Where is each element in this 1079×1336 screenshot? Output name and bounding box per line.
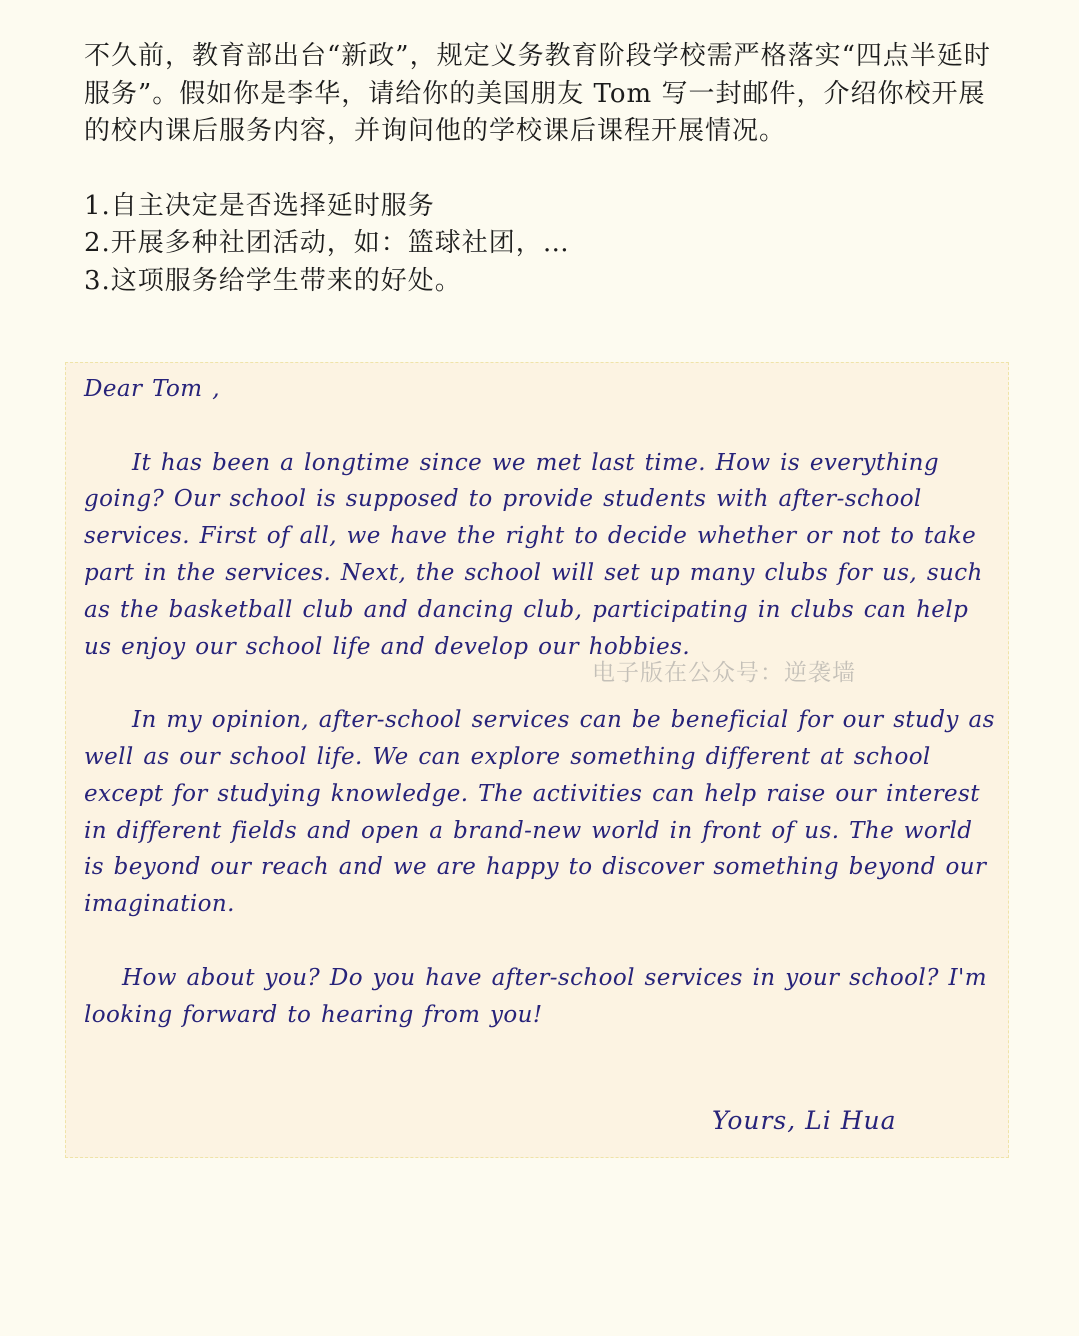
letter-closing-paragraph: How about you? Do you have after-school services in your school? I'm looking forward to hearing from you! <box>84 964 987 1028</box>
letter-paragraph-2: In my opinion, after-school services can be beneficial for our study as well as our school life. We can explore something different at school except for studying knowledge. The activities can help raise our interest in different fields and open a brand-new world in front of us. The world is beyond our reach and we are happy to discover something beyond our imagination. <box>84 707 995 918</box>
prompt-paragraph: 不久前，教育部出台“新政”，规定义务教育阶段学校需严格落实“四点半延时服务”。假如你是李华，请给你的美国朋友 Tom 写一封邮件，介绍你校开展的校内课后服务内容，并询问他的学校课后课程开展情况。 <box>84 41 991 146</box>
letter-paragraph-1: It has been a longtime since we met last time. How is everything going? Our school is supposed to provide students with after-school services. First of all, we have the right to decide whether or not to take part in the services. Next, the school will set up many clubs for us, such as the basketball club and dancing club, participating in clubs can help us enjoy our school life and develop our hobbies. <box>84 449 983 660</box>
watermark-text: 电子版在公众号：逆袭墙 <box>592 660 856 686</box>
prompt-point-3: 3.这项服务给学生带来的好处。 <box>84 265 462 296</box>
essay-prompt <box>84 38 994 300</box>
prompt-point-2: 2.开展多种社团活动，如：篮球社团，… <box>84 228 570 258</box>
letter-signature: Yours, Li Hua <box>712 1106 897 1135</box>
letter-text <box>84 371 999 1033</box>
letter-greeting: Dear Tom , <box>84 376 220 402</box>
prompt-points-list <box>84 188 994 301</box>
prompt-point-1: 1.自主决定是否选择延时服务 <box>84 190 435 221</box>
